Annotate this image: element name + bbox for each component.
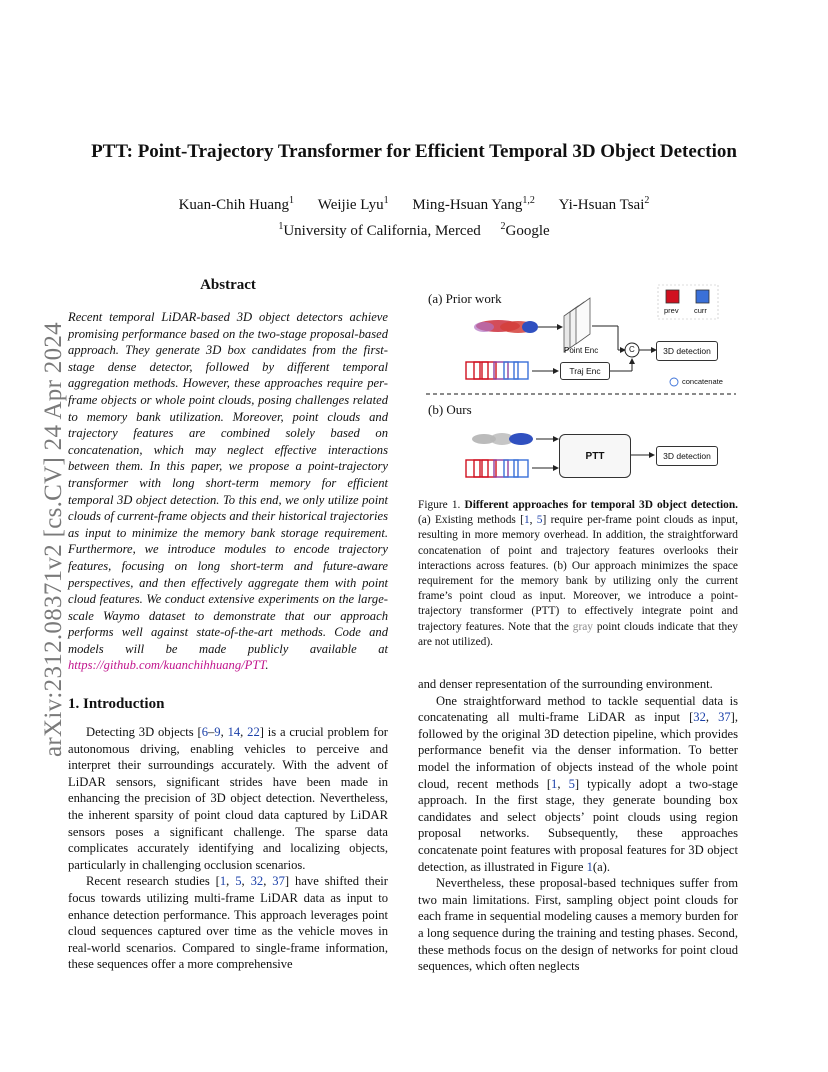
paragraph: and denser representation of the surrounding environment. [418,677,713,691]
point-encoder-label: Point Enc [564,346,599,355]
intro-left-column [68,724,388,973]
ptt-box: PTT [559,434,631,478]
affiliation: $^2$Google [500,221,550,239]
author: Ming-Hsuan Yang$^{1,2}$ [412,195,535,213]
figure-label-a: (a) Prior work [428,291,502,306]
detection-box-prior: 3D detection [656,341,718,361]
section-heading-introduction: 1. Introduction [68,696,165,712]
point-encoder-blocks [564,298,590,352]
citation[interactable]: 37 [718,710,731,725]
paragraph: One straightforward method to tackle sequential data is concatenating all multi-frame LiDAR as input [32, 37], followed by the original 3D detection pipeline, which provides performance benefit via the denser information. To better model the information of objects instead of the whole point cloud, recent methods [1, 5] typically adopt a two-stage approach. In the first stage, they generate bounding box candidates and select objects’ point clouds using region proposal networks. Subsequently, these approaches concatenate point features with proposal features for 3D object detection, as illustrated in Figure 1(a). [418,693,739,874]
legend-prev-label: prev [664,306,679,315]
trajectory-boxes-ours [466,460,528,477]
concat-legend-circle [670,378,678,386]
author: Kuan-Chih Huang$^1$ [178,195,294,213]
arxiv-stamp: arXiv:2312.08371v2 [cs.CV] 24 Apr 2024 [40,322,67,757]
citation[interactable]: 1 [523,514,530,527]
citation[interactable]: 1 [219,874,227,889]
citation[interactable]: 14 [227,725,241,739]
author: Weijie Lyu$^1$ [317,195,389,213]
point-cloud-prior [474,320,538,333]
paper-title: PTT: Point-Trajectory Transformer for Efficient Temporal 3D Object Detection [91,141,737,162]
abstract-heading: Abstract [200,277,256,293]
paragraph: Nevertheless, these proposal-based techniques suffer from two main limitations. First, sampling object point clouds for each frame in sequential modeling causes a memory burden for a long sequence during the training and testing phases. Second, these methods focus on the design of networks for point cloud sequences, which often neglects [418,876,738,974]
intro-right-column [418,676,738,975]
legend-curr-label: curr [694,306,707,315]
affiliation: $^1$University of California, Merced [278,221,481,239]
paragraph: Recent research studies [1, 5, 32, 37] have shifted their focus towards utilizing multi-frame LiDAR data as input to enhance detection performance. This approach leverages point cloud sequences captured over time as the vehicle moves in real-world scenarios. Compared to single-frame information, these sequences offer a more comprehensive [68,874,388,972]
concat-legend-label: concatenate [682,377,723,386]
concat-symbol: C [629,345,635,354]
citation[interactable]: 32 [693,710,706,725]
author: Yi-Hsuan Tsai$^2$ [558,195,650,213]
citation[interactable]: 5 [235,874,242,889]
paragraph: Detecting 3D objects [6–9, 14, 22] is a crucial problem for autonomous driving, enabling vehicles to perceive and interpret their surroundings accurately. With the advent of LiDAR sensors, significant strides have been made in enhancing the precision of 3D object detection. Nevertheless, the inherent sparsity of point cloud data captured by LiDAR sensors poses a significant challenge. The sparse data complicates accurately identifying and localizing objects, particularly in challenging occlusion scenarios. [68,725,388,872]
code-link[interactable]: https://github.com/kuanchihhuang/PTT [68,658,266,673]
detection-box-ours: 3D detection [656,446,718,466]
affiliations [0,221,828,240]
citation[interactable]: 37 [272,874,285,889]
figure-reference[interactable]: 1 [586,859,593,874]
author-list [0,195,828,214]
citation[interactable]: 6 [201,725,208,739]
legend-curr-swatch [696,290,709,303]
figure-label-b: (b) Ours [428,402,472,417]
point-cloud-ours [472,433,533,445]
citation[interactable]: 22 [247,725,260,739]
citation[interactable]: 32 [250,874,264,889]
citation[interactable]: 5 [568,776,575,791]
legend-prev-swatch [666,290,679,303]
trajectory-boxes-prior [466,362,528,379]
figure-1 [418,282,748,487]
citation[interactable]: 5 [536,514,543,527]
citation[interactable]: 9 [214,725,221,739]
figure-caption: Figure 1. Different approaches for temporal 3D object detection. (a) Existing methods [1, 5] require per-frame point clouds as input, resulting in more memory overhead. In addition, the straightforward concatenation of point and trajectory features overlooks their interactions across features. (b) Our approach minimizes the space requirement for the memory bank by utilizing only the current frame’s point cloud as input. Moreover, we introduce a point-trajectory transformer (PTT) to effectively integrate point and trajectory features. Note that the gray point clouds indicate that they are not utilized). [418,499,738,648]
abstract-text: Recent temporal LiDAR-based 3D object detectors achieve promising performance based on the two-stage proposal-based approach. They generate 3D box candidates from the first-stage dense detector, followed by different temporal aggregation methods. However, these approaches require per-frame objects or whole point clouds, posing challenges related to memory bank utilization. Moreover, point clouds and trajectory features are combined solely based on concatenation, which may neglect effective interactions between them. In this paper, we propose a point-trajectory transformer with long short-term memory for efficient temporal 3D object detection. To this end, we only utilize point clouds of current-frame objects and their historical trajectories as input to minimize the memory bank storage requirement. Furthermore, we introduce modules to encode trajectory features, focusing on long short-term and future-aware perspectives, and then effectively aggregate them with point cloud features. We conduct extensive experiments on the large-scale Waymo dataset to demonstrate that our approach performs well against state-of-the-art methods. Code and models will be made publicly available at https://github.com/kuanchihhuang/PTT. [68,310,388,673]
trajectory-encoder-box: Traj Enc [560,362,610,380]
citation[interactable]: 1 [551,776,558,791]
